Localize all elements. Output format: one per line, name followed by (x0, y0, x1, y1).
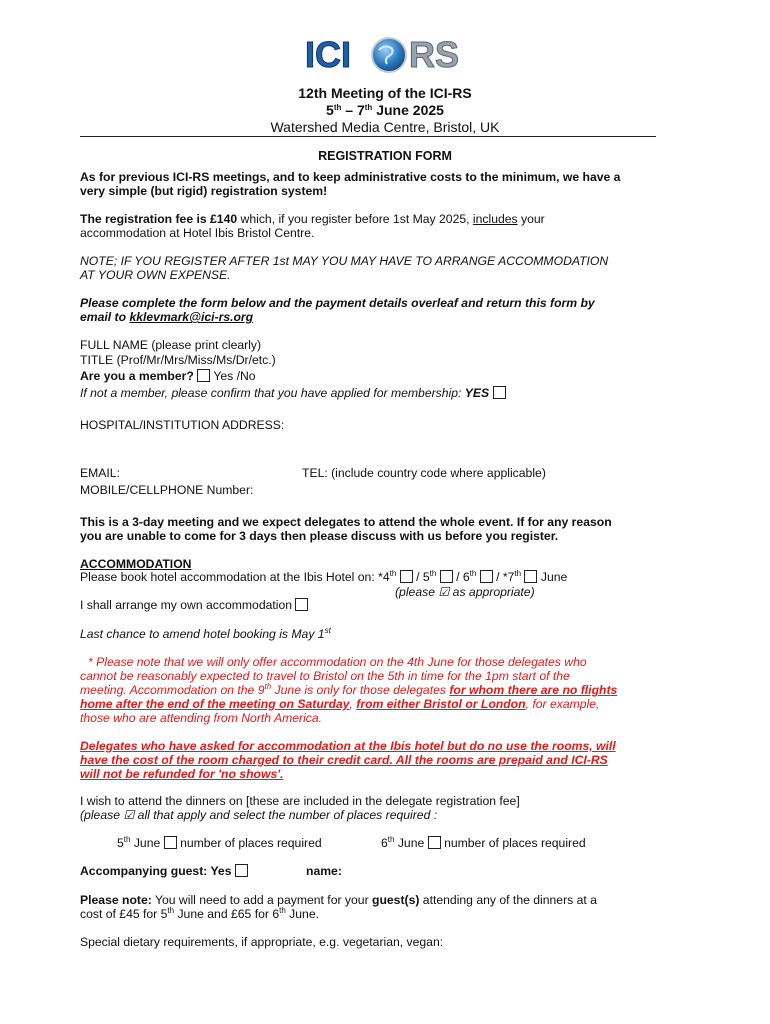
note-line-2: AT YOUR OWN EXPENSE. (80, 268, 231, 282)
ici-rs-logo (305, 34, 475, 74)
mobile-label: MOBILE/CELLPHONE Number: (80, 483, 254, 497)
red-note-line-5: those who are attending from North America. (80, 711, 323, 725)
dinners-line-1: I wish to attend the dinners on [these are included in the delegate registration fee] (80, 794, 520, 808)
dinner-june-6-row: 6th June number of places required (381, 835, 586, 850)
member-row: Are you a member? Yes /No (80, 369, 256, 383)
meeting-dates: 5th – 7th June 2025 (326, 102, 444, 118)
email-link[interactable]: kklevmark@ici-rs.org (129, 310, 254, 324)
accommodation-book-row: Please book hotel accommodation at the Ibis Hotel on: *4th / 5th / 6th / *7th June (80, 569, 568, 584)
logo-graphic (305, 34, 475, 76)
complete-line-2: email to kklevmark@ici-rs.org (80, 310, 254, 324)
guest-checkbox[interactable] (235, 864, 248, 877)
email-label: EMAIL: (80, 466, 120, 480)
please-tick-note: (please ☑ as appropriate) (395, 585, 535, 599)
full-name-label: FULL NAME (please print clearly) (80, 338, 262, 352)
red-warning-line-1: Delegates who have asked for accommodation at the Ibis hotel but do no use the rooms, will (80, 739, 616, 753)
form-title: REGISTRATION FORM (318, 149, 452, 163)
title-label: TITLE (Prof/Mr/Mrs/Miss/Ms/Dr/etc.) (80, 353, 276, 367)
june-6-checkbox[interactable] (480, 570, 493, 583)
complete-line-1: Please complete the form below and the payment details overleaf and return this form by (80, 296, 595, 310)
june-5-checkbox[interactable] (440, 570, 453, 583)
red-note-line-3: meeting. Accommodation on the 9th June is only for those delegates for whom there are no flights (80, 682, 618, 697)
red-note-line-2: cannot be reasonably expected to travel to Bristol on the 5th in time for the 1pm start of the (80, 669, 570, 683)
last-chance-note: Last chance to amend hotel booking is May 1st (80, 626, 331, 641)
dietary-label: Special dietary requirements, if appropriate, e.g. vegetarian, vegan: (80, 935, 444, 949)
intro-line-1: As for previous ICI-RS meetings, and to keep administrative costs to the minimum, we have a (80, 170, 621, 184)
accommodation-heading: ACCOMMODATION (80, 557, 192, 571)
svg-text:RS: RS (409, 34, 460, 75)
svg-text:ICI: ICI (305, 34, 352, 75)
note-line-1: NOTE; IF YOU REGISTER AFTER 1st MAY YOU MAY HAVE TO ARRANGE ACCOMMODATION (80, 254, 609, 268)
own-accommodation-row: I shall arrange my own accommodation (80, 598, 308, 612)
three-day-line-1: This is a 3-day meeting and we expect delegates to attend the whole event. If for any reason (80, 515, 612, 529)
intro-line-2: very simple (but rigid) registration system! (80, 184, 328, 198)
red-warning-line-2: have the cost of the room charged to their credit card. All the rooms are prepaid and ICI-RS (80, 753, 608, 767)
june-4-checkbox[interactable] (400, 570, 413, 583)
header-rule (80, 136, 656, 137)
dinner-june-5-checkbox[interactable] (164, 836, 177, 849)
dinners-line-2: (please ☑ all that apply and select the number of places required : (80, 808, 438, 822)
meeting-title: 12th Meeting of the ICI-RS (298, 85, 472, 101)
dinner-june-5-row: 5th June number of places required (117, 835, 322, 850)
red-note-line-4: home after the end of the meeting on Saturday, from either Bristol or London, for example, (80, 697, 600, 711)
three-day-line-2: you are unable to come for 3 days then please discuss with us before you register. (80, 529, 559, 543)
venue: Watershed Media Centre, Bristol, UK (270, 119, 500, 135)
own-accommodation-checkbox[interactable] (295, 598, 308, 611)
red-note-line-1: * Please note that we will only offer accommodation on the 4th June for those delegates who (88, 655, 587, 669)
red-warning-line-3: will not be refunded for 'no shows'. (80, 767, 284, 781)
member-checkbox[interactable] (197, 369, 210, 382)
payment-note-line-2: cost of £45 for 5th June and £65 for 6th June. (80, 906, 319, 921)
not-member-row: If not a member, please confirm that you have applied for membership: YES (80, 386, 506, 400)
dinner-june-6-checkbox[interactable] (428, 836, 441, 849)
tel-label: TEL: (include country code where applicable) (302, 466, 546, 480)
june-7-checkbox[interactable] (524, 570, 537, 583)
guest-name-label: name: (306, 864, 342, 878)
payment-note-line-1: Please note: You will need to add a payment for your guest(s) attending any of the dinners at a (80, 893, 597, 907)
fee-line-1: The registration fee is £140 which, if you register before 1st May 2025, includes your (80, 212, 545, 226)
guest-row: Accompanying guest: Yes (80, 864, 248, 878)
address-label: HOSPITAL/INSTITUTION ADDRESS: (80, 418, 285, 432)
membership-applied-checkbox[interactable] (493, 386, 506, 399)
fee-line-2: accommodation at Hotel Ibis Bristol Centre. (80, 226, 315, 240)
